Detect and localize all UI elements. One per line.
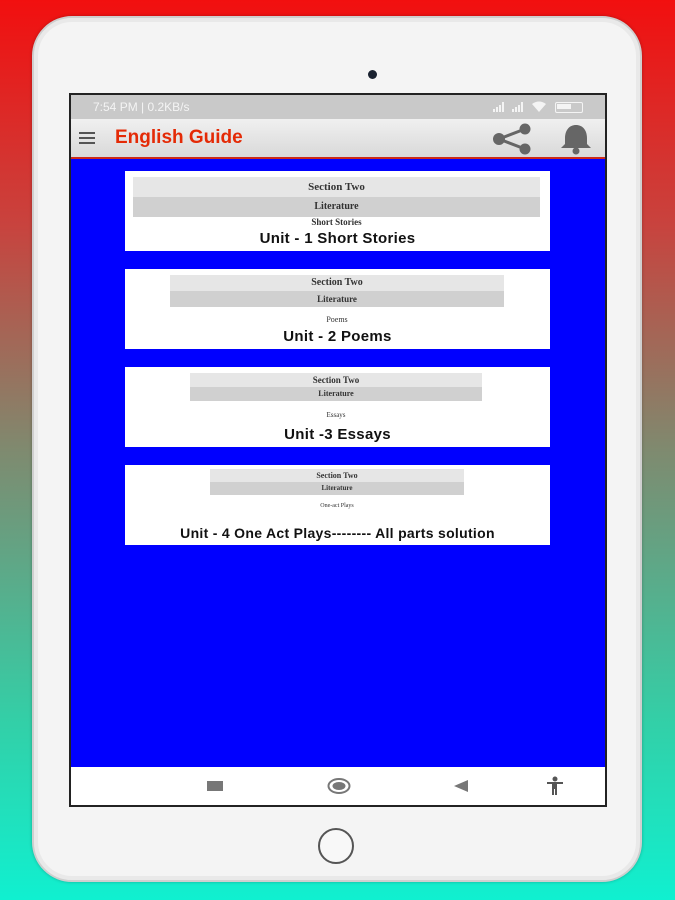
unit-card-4[interactable]	[125, 465, 550, 545]
doc-thumbnail: Section Two Literature Short Stories	[133, 177, 540, 227]
home-icon	[327, 778, 351, 794]
status-bar	[71, 95, 605, 119]
doc-thumbnail: Section Two Literature One-act Plays	[210, 469, 464, 509]
back-button[interactable]	[443, 767, 479, 805]
nav-bar	[71, 767, 605, 805]
accessibility-icon	[546, 776, 564, 796]
bell-icon[interactable]	[557, 123, 595, 155]
unit-title: Unit - 1 Short Stories	[259, 230, 416, 247]
menu-icon[interactable]	[79, 132, 95, 144]
signal-icon	[512, 102, 523, 112]
camera	[368, 70, 377, 79]
unit-title: Unit - 2 Poems	[283, 328, 392, 345]
doc-thumbnail: Section Two Literature Poems	[170, 275, 504, 324]
physical-home-button[interactable]	[318, 828, 354, 864]
recents-icon	[207, 781, 223, 791]
battery-icon	[555, 102, 583, 113]
recents-button[interactable]	[197, 767, 233, 805]
status-time-speed: 7:54 PM | 0.2KB/s	[93, 100, 190, 114]
content-area	[71, 159, 605, 767]
doc-thumbnail: Section Two Literature Essays	[190, 373, 482, 419]
device-screen	[69, 93, 607, 807]
unit-title: Unit - 4 One Act Plays-------- All parts solution	[180, 525, 495, 541]
unit-title: Unit -3 Essays	[284, 426, 391, 443]
wifi-icon	[531, 101, 547, 113]
signal-icon	[493, 102, 504, 112]
home-nav-button[interactable]	[321, 767, 357, 805]
unit-card-2[interactable]	[125, 269, 550, 349]
app-bar	[71, 119, 605, 159]
unit-card-1[interactable]	[125, 171, 550, 251]
unit-card-3[interactable]	[125, 367, 550, 447]
app-title: English Guide	[115, 127, 243, 148]
share-icon[interactable]	[489, 123, 535, 155]
back-icon	[453, 779, 469, 793]
accessibility-button[interactable]	[537, 767, 573, 805]
